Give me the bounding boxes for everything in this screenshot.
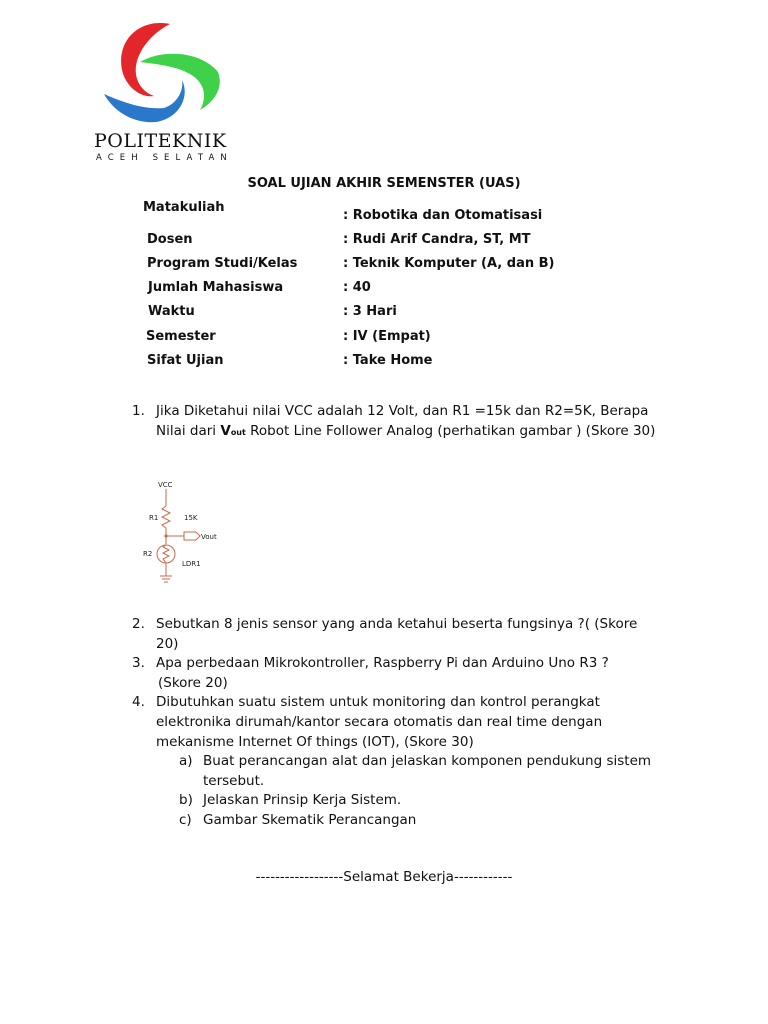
info-label: Waktu (148, 304, 195, 319)
sub-text: Gambar Skematik Perancangan (203, 812, 417, 828)
question-text: Sebutkan 8 jenis sensor yang anda ketahui beserta fungsinya ?( (Skore 20) (156, 616, 638, 652)
info-row-dosen (0, 232, 768, 254)
question-4-sub-b (179, 791, 669, 811)
circuit-r1-label: R1 (149, 514, 159, 522)
question-number: 4. (132, 694, 145, 710)
info-label: Matakuliah (143, 200, 225, 215)
info-label: Jumlah Mahasiswa (148, 280, 284, 295)
circuit-vcc-label: VCC (158, 481, 173, 489)
question-number: 3. (132, 655, 145, 671)
info-value: : Rudi Arif Candra, ST, MT (343, 232, 531, 247)
question-3 (132, 654, 662, 694)
question-1 (132, 402, 662, 443)
info-label: Sifat Ujian (147, 353, 224, 368)
info-label: Program Studi/Kelas (147, 256, 298, 271)
info-row-jumlah-mahasiswa (0, 280, 768, 302)
closing-text: ------------------Selamat Bekerja------------ (255, 869, 513, 885)
info-value: : 3 Hari (343, 304, 397, 319)
question-text: Dibutuhkan suatu sistem untuk monitoring dan kontrol perangkat elektronika dirumah/kantor secara otomatis dan real time dengan mekanisme Internet Of things (IOT), (Skore 30) (156, 694, 603, 750)
sub-text: Jelaskan Prinsip Kerja Sistem. (203, 792, 402, 808)
politeknik-logo (92, 18, 232, 168)
sub-label: b) (179, 792, 193, 808)
question-score: (Skore 20) (158, 674, 228, 691)
politeknik-logo-icon (92, 18, 232, 130)
circuit-r2-label: R2 (143, 550, 153, 558)
info-row-matakuliah (0, 200, 768, 222)
info-value: : Teknik Komputer (A, dan B) (343, 256, 555, 271)
question-4-sub-c (179, 811, 669, 831)
question-4 (132, 693, 632, 752)
question-text-part: Jika Diketahui nilai VCC adalah 12 Volt, dan R1 =15k dan R2=5K, Berapa Nilai dari (156, 403, 649, 439)
info-label: Semester (146, 329, 216, 344)
circuit-ldr-label: LDR1 (182, 560, 201, 568)
question-4-sub-a (179, 752, 669, 792)
question-number: 1. (132, 403, 145, 419)
info-row-sifat-ujian (0, 353, 768, 375)
circuit-vout-label: Vout (201, 533, 217, 541)
logo-title: POLITEKNIK (94, 130, 227, 152)
info-row-waktu (0, 304, 768, 326)
sub-label: a) (179, 753, 193, 769)
circuit-r1-value: 15K (184, 514, 198, 522)
question-number: 2. (132, 616, 145, 632)
vout-subscript: out (230, 427, 246, 437)
exam-title: SOAL UJIAN AKHIR SEMENSTER (UAS) (247, 176, 521, 191)
question-text (156, 402, 662, 443)
info-value: : 40 (343, 280, 371, 295)
sub-label: c) (179, 812, 192, 828)
question-2 (132, 615, 652, 655)
info-value: : Take Home (343, 353, 433, 368)
sub-text: Buat perancangan alat dan jelaskan komponen pendukung sistem tersebut. (203, 753, 652, 789)
info-row-semester (0, 329, 768, 351)
info-label: Dosen (147, 232, 193, 247)
question-text-part: Robot Line Follower Analog (perhatikan gambar ) (Skore 30) (245, 422, 656, 439)
question-text: Apa perbedaan Mikrokontroller, Raspberry Pi dan Arduino Uno R3 ? (156, 655, 609, 671)
info-value: : Robotika dan Otomatisasi (343, 208, 543, 223)
info-row-program-studi (0, 256, 768, 278)
vout-symbol: V (220, 422, 231, 439)
logo-subtitle: ACEH SELATAN (96, 153, 233, 163)
info-value: : IV (Empat) (343, 329, 431, 344)
voltage-divider-circuit (140, 476, 240, 594)
